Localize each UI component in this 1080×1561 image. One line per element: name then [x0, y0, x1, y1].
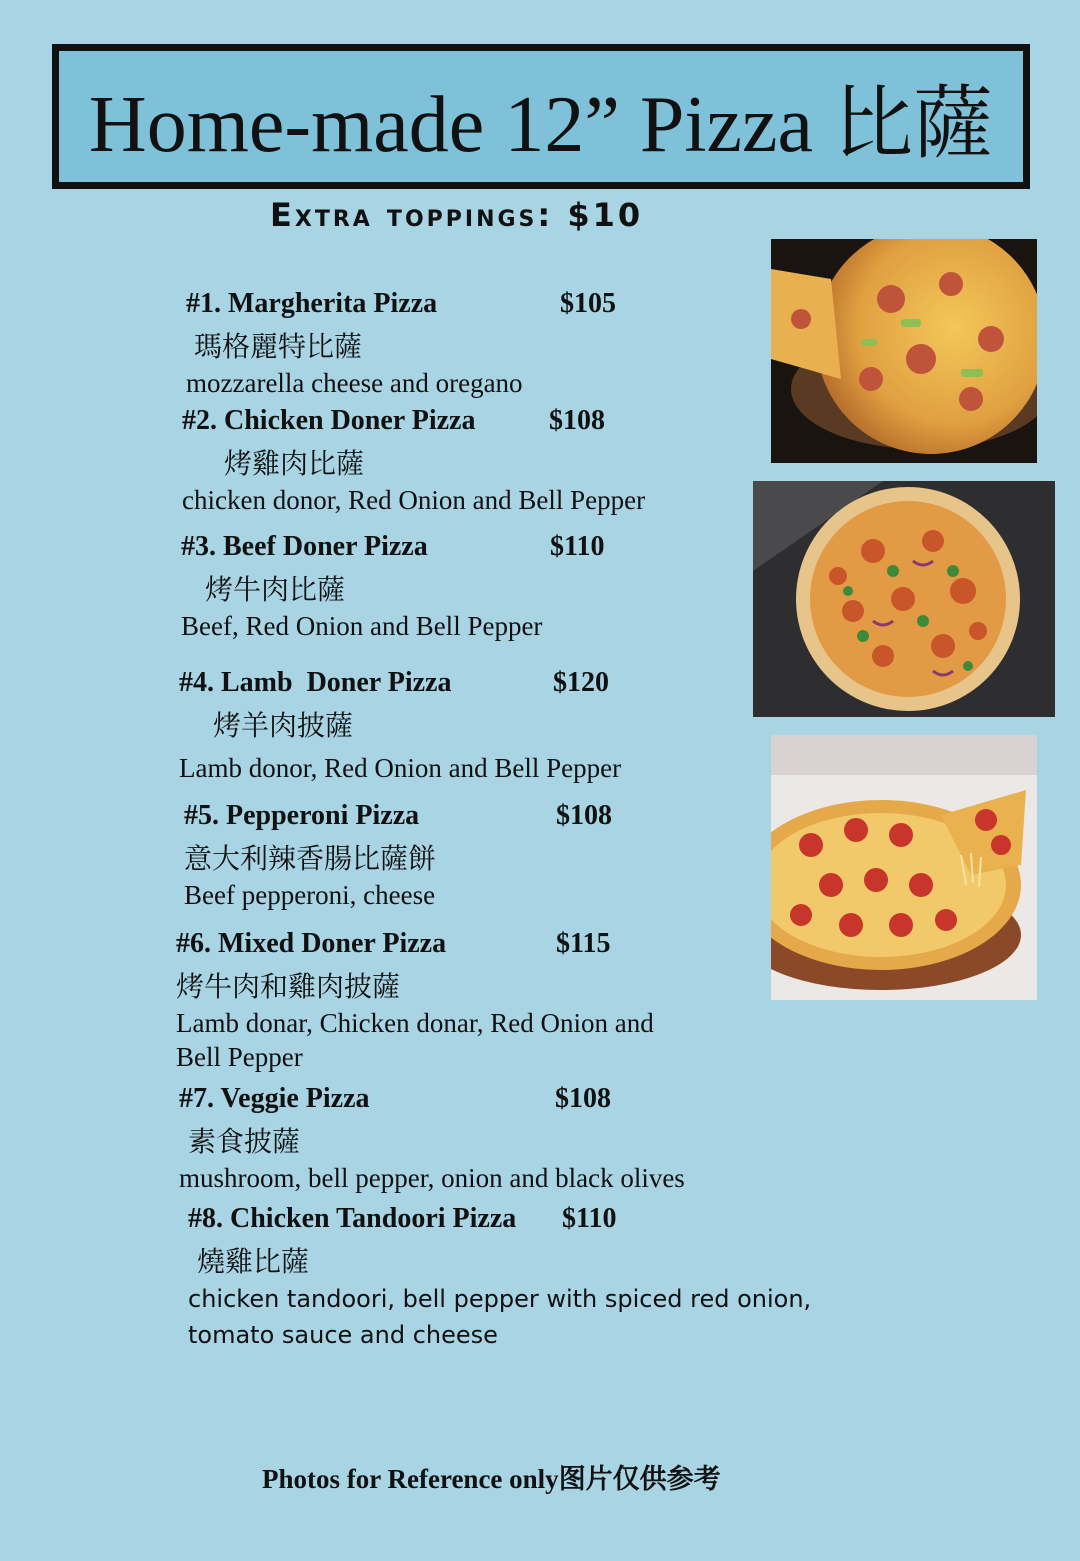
item-description: Beef, Red Onion and Bell Pepper	[181, 611, 543, 641]
pepperoni-pizza-photo	[771, 735, 1037, 1000]
item-name: #4. Lamb Doner Pizza	[179, 667, 452, 698]
item-description: Bell Pepper	[176, 1042, 303, 1072]
menu-title: Home-made 12” Pizza 比薩	[88, 81, 994, 169]
item-chinese-name: 烤牛肉和雞肉披薩	[176, 970, 401, 1003]
photo-disclaimer	[262, 1457, 721, 1496]
item-chinese-name: 烤雞肉比薩	[224, 447, 365, 480]
item-description: Lamb donor, Red Onion and Bell Pepper	[179, 753, 622, 783]
item-chinese-name: 烤羊肉披薩	[213, 709, 354, 742]
extra-toppings-note: Extra toppings: $10	[270, 196, 644, 234]
pizza-slice-photo	[771, 239, 1037, 463]
item-name: #6. Mixed Doner Pizza	[176, 928, 447, 959]
item-description: Beef pepperoni, cheese	[184, 880, 436, 910]
item-name: #8. Chicken Tandoori Pizza	[188, 1203, 517, 1234]
item-chinese-name: 燒雞比薩	[197, 1245, 310, 1278]
item-price: $108	[555, 1083, 611, 1114]
disclaimer-english: Photos for Reference only	[262, 1464, 559, 1494]
item-price: $115	[556, 928, 611, 959]
menu-item	[181, 531, 605, 643]
disclaimer-chinese: 图片仅供参考	[558, 1464, 721, 1495]
menu-item	[176, 928, 654, 1074]
item-description: mozzarella cheese and oregano	[186, 368, 523, 398]
item-price: $110	[550, 531, 605, 562]
item-description: Lamb donar, Chicken donar, Red Onion and	[176, 1008, 654, 1038]
menu-item	[186, 288, 616, 400]
menu-item	[182, 405, 645, 517]
item-name: #7. Veggie Pizza	[179, 1083, 370, 1114]
item-name: #3. Beef Doner Pizza	[181, 531, 428, 562]
item-name: #1. Margherita Pizza	[186, 288, 438, 319]
item-description: mushroom, bell pepper, onion and black olives	[179, 1163, 685, 1193]
item-description: tomato sauce and cheese	[188, 1321, 498, 1349]
item-chinese-name: 素食披薩	[188, 1125, 301, 1158]
item-name: #2. Chicken Doner Pizza	[182, 405, 476, 436]
tandoori-pizza-photo	[753, 481, 1055, 717]
item-description: chicken donor, Red Onion and Bell Pepper	[182, 485, 646, 515]
item-price: $120	[553, 667, 609, 698]
item-price: $108	[556, 800, 612, 831]
item-chinese-name: 瑪格麗特比薩	[194, 330, 363, 363]
item-price: $110	[562, 1203, 617, 1234]
menu-item	[179, 1083, 685, 1195]
item-chinese-name: 意大利辣香腸比薩餅	[184, 842, 437, 875]
menu-item	[184, 800, 612, 912]
menu-item	[188, 1203, 811, 1353]
item-price: $108	[549, 405, 605, 436]
item-chinese-name: 烤牛肉比薩	[205, 573, 346, 606]
item-description: chicken tandoori, bell pepper with spiced red onion,	[188, 1285, 812, 1313]
menu-item	[179, 667, 621, 785]
title-banner	[52, 44, 1030, 189]
item-name: #5. Pepperoni Pizza	[184, 800, 420, 831]
item-price: $105	[560, 288, 616, 319]
